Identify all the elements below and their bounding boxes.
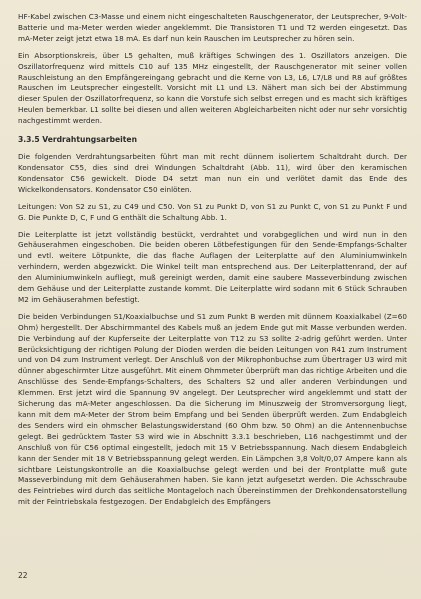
page-number: 22 xyxy=(18,571,28,580)
paragraph-4: Leitungen: Von S2 zu S1, zu C49 und C50. Von S1 zu Punkt D, von S1 zu Punkt C, von S1 zu Punkt F und G. Die Punkte D, C, F und G enthält die Schaltung Abb. 1. xyxy=(18,201,407,222)
page-content xyxy=(18,12,407,514)
paragraph-6: Die beiden Verbindungen S1/Koaxialbuchse und S1 zum Punkt B werden mit dünnem Koaxialkabel (Z=60 Ohm) hergestellt. Der Abschirmmantel des Kabels muß an jedem Ende gut mit Masse verbunden werden. Die Verbindung auf der Kupferseite der Leiterplatte von T12 zu S3 sollte 2-adrig geführt werden. Unter Berücksichtigung der richtigen Polung der Dioden werden die beiden Leitungen von R41 zum Instrument und von D4 zum Instrument verlegt. Der Anschluß von der Mikrophonbuchse zum Übertrager U3 wird mit dünner abgeschirmter Litze ausgeführt. Mit einem Ohmmeter überprüft man das richtige Arbeiten und die Anschlüsse des Sende-Empfangs-Schalters, des Schalters S2 und aller anderen Verbindungen und Klemmen. Erst jetzt wird die Spannung 9V angelegt. Der Leutsprecher wird angeklemmt und statt der Sicherung das mA-Meter angeschlossen. Da die Sicherung im Minuszweig der Stromversorgung liegt, kann mit dem mA-Meter der Strom beim Empfang und bei Senden überprüft werden. Zum Endabgleich des Senders wird ein ohmscher Belastungswiderstand (60 Ohm bzw. 50 Ohm) an die Antennenbuchse gelegt. Bei gedrücktem Taster S3 wird wie in Abschnitt 3.3.1 beschrieben, L16 nachgestimmt und der Anschluß von für C56 optimal eingestellt, jedoch mit 15 V Betriebsspannung. Nach diesem Endabgleich kann der Sender mit 18 V Betriebsspannung gelegt werden. Ein Lämpchen 3,8 Volt/0,07 Ampere kann als sichtbare Leistungskontrolle an die Koaxialbuchse gelegt werden und bei der Frontplatte muß gute Masseverbindung mit dem Gehäuserahmen haben. Sie kann jetzt aufgesetzt werden. Die Achsschraube des Feintriebes wird durch das seitliche Montageloch nach Übereinstimmen der Drehkondensatorstellung mit der Feintriebskala festgezogen. Der Endabgleich des Empfängers xyxy=(18,311,407,507)
paragraph-5: Die Leiterplatte ist jetzt vollständig bestückt, verdrahtet und vorabgeglichen und wird nun in den Gehäuserahmen eingeschoben. Die beiden oberen Lötbefestigungen für den Sende-Empfangs-Schalter und evtl. weitere Lötpunkte, die das flache Auflagen der Leiterplatte auf den Aluminiumwinkeln verhindern, werden abgezwickt. Die Winkel teilt man entsprechend aus. Der Leiterplattenrand, der auf den Aluminiumwinkeln aufliegt, muß gereinigt werden, damit eine saubere Masseverbindung zwischen dem Gehäuse und der Leiterplatte zustande kommt. Die Leiterplatte wird sodann mit 6 Stück Schrauben M2 im Gehäuserahmen befestigt. xyxy=(18,229,407,304)
section-heading: 3.3.5 Verdrahtungsarbeiten xyxy=(18,135,137,145)
paragraph-3: Die folgenden Verdrahtungsarbeiten führt man mit recht dünnem isoliertem Schaltdraht durch. Der Kondensator C55, dies sind drei Windungen Schaltdraht (Abb. 11), wird über den keramischen Kondensator C56 gewickelt. Diode D4 setzt man nun ein und verlötet damit das Ende des Wickelkondensators. Kondensator C50 einlöten. xyxy=(18,152,407,194)
paragraph-1: HF-Kabel zwischen C3-Masse und einem nicht eingeschalteten Rauschgenerator, der Leutsprecher, 9-Volt-Batterie und ma-Meter werden wieder angeklemmt. Die Transistoren T1 und T2 werden eingesetzt. Das mA-Meter zeigt jetzt etwa 18 mA. Es darf nun kein Rauschen im Leutsprecher zu hören sein. xyxy=(18,12,407,43)
paragraph-2: Ein Absorptionskreis, über L5 gehalten, muß kräftiges Schwingen des 1. Oszillators anzeigen. Die Oszillatorfrequenz wird mittels C10 auf 135 MHz eingestellt, der Rauschgenerator mit seiner vollen Rauschleistung an den Empfängereingang gebracht und die Kerne von L3, L6, L7/L8 und R8 auf größtes Rauschen im Leutsprecher eingestellt. Vorsicht mit L1 und L3. Nähert man sich bei der Abstimmung dieser Spulen der Oszillatorfrequenz, so kann die Vorstufe sich selbst erregen und es macht sich kräftiges Heulen bemerkbar. L1 sollte bei diesen und allen weiteren Abgleicharbeiten nicht oder nur sehr vorsichtig nachgestimmt werden. xyxy=(18,50,407,126)
